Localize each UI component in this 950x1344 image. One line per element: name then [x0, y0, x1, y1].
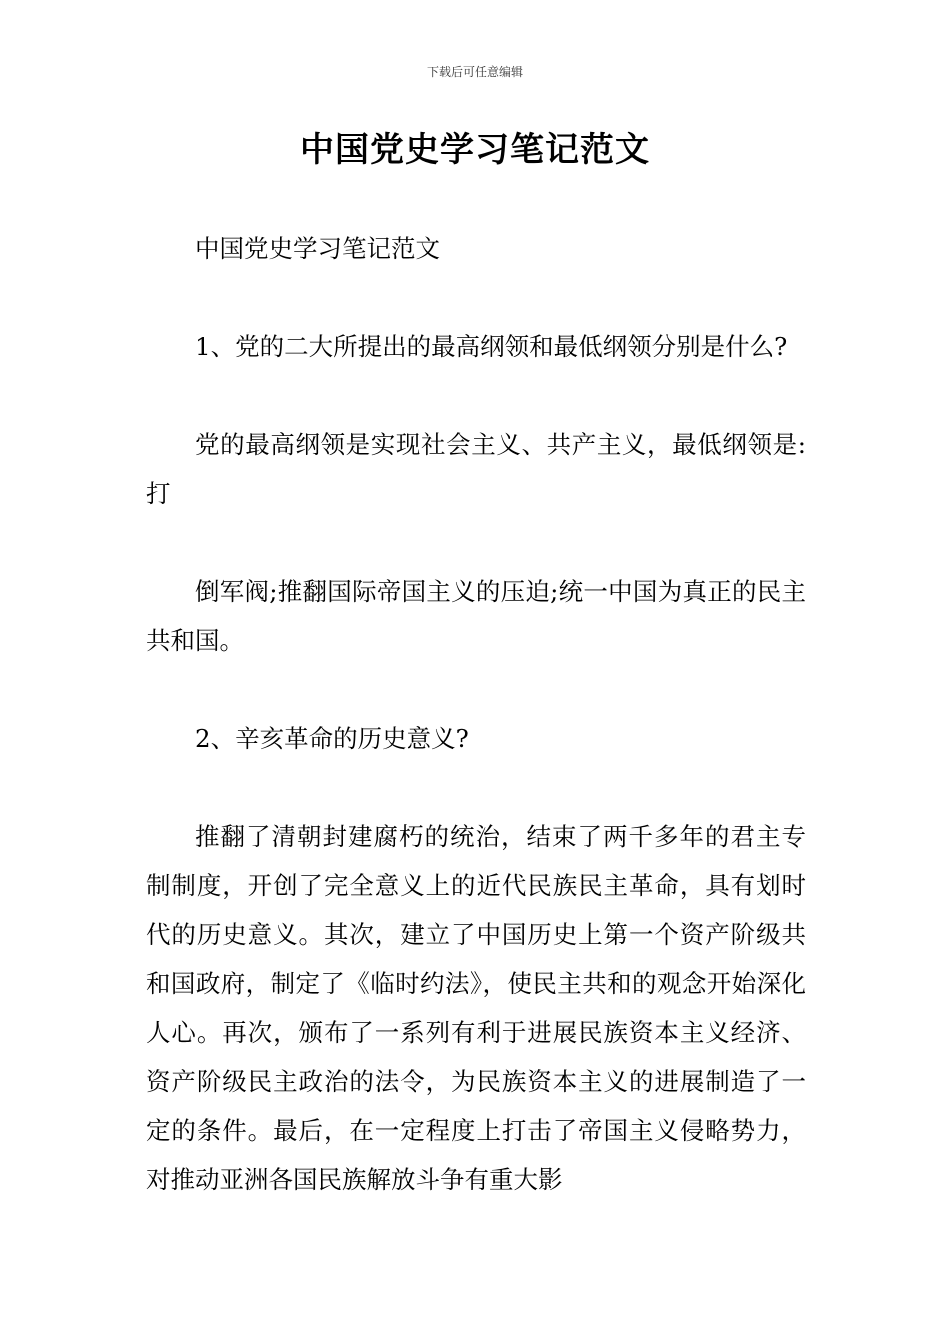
header-note: 下载后可任意编辑 [426, 65, 523, 79]
paragraph-subtitle: 中国党史学习笔记范文 [195, 234, 440, 263]
paragraph-question-2: 2、辛亥革命的历史意义? [195, 724, 469, 753]
document-title: 中国党史学习笔记范文 [300, 130, 650, 170]
paragraph-answer-1a: 党的最高纲领是实现社会主义、共产主义，最低纲领是:打 [146, 430, 806, 508]
paragraph-answer-2: 推翻了清朝封建腐朽的统治，结束了两千多年的君主专制制度，开创了完全意义上的近代民族民主革命，具有划时代的历史意义。其次，建立了中国历史上第一个资产阶级共和国政府，制定了《临时约法》，使民主共和的观念开始深化人心。再次，颁布了一系列有利于进展民族资本主义经济、资产阶级民主政治的法令，为民族资本主义的进展制造了一定的条件。最后，在一定程度上打击了帝国主义侵略势力，对推动亚洲各国民族解放斗争有重大影 [146, 822, 806, 1194]
paragraph-answer-1b: 倒军阀;推翻国际帝国主义的压迫;统一中国为真正的民主共和国。 [146, 577, 806, 655]
paragraph-question-1: 1、党的二大所提出的最高纲领和最低纲领分别是什么? [195, 332, 788, 361]
document-body [146, 224, 806, 1204]
